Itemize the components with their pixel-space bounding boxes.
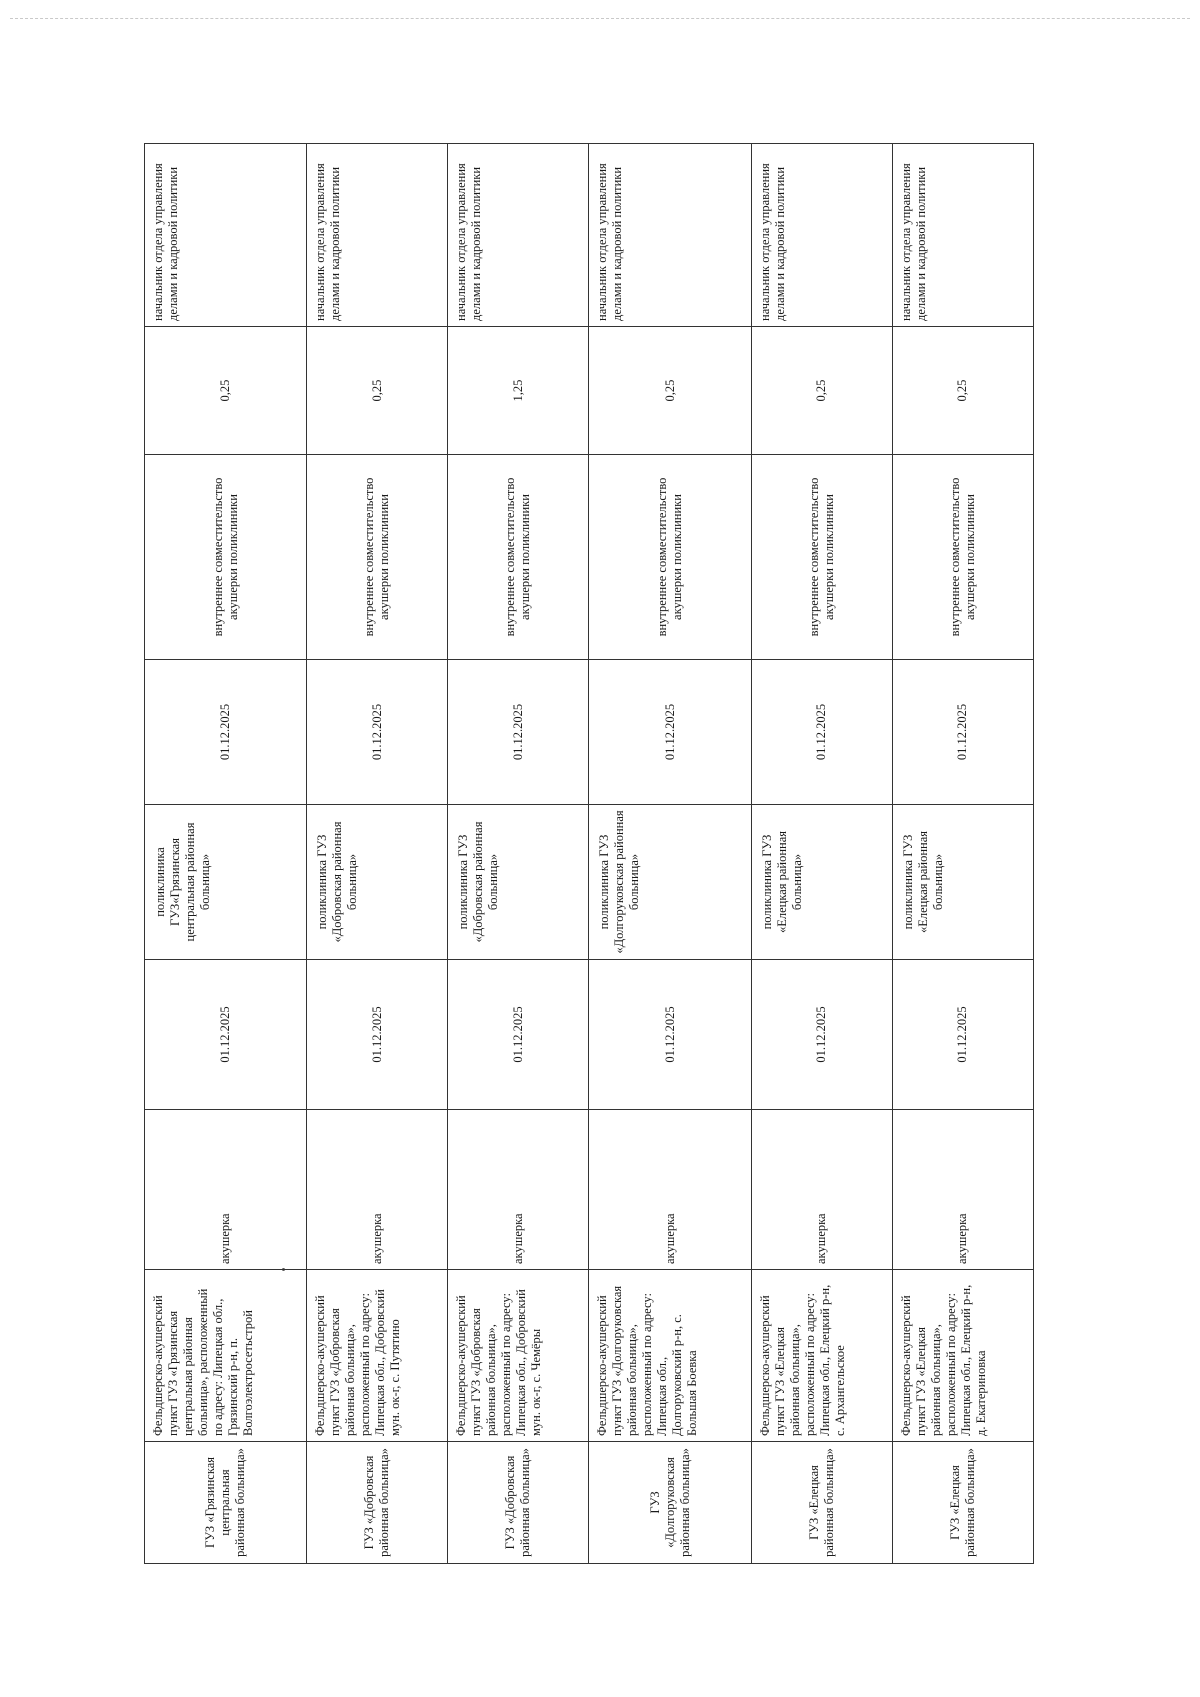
responsible-cell: начальник отдела управления делами и кадровой политики bbox=[307, 144, 448, 327]
address-cell: Фельдшерско-акушерский пункт ГУЗ «Елецкая районная больница», расположенный по адресу: Липецкая обл., Елецкий р-н, д. Екатериновка bbox=[892, 1270, 1033, 1442]
organization-cell: ГУЗ «Грязинская центральная районная больница» bbox=[145, 1442, 307, 1564]
vacancy-table bbox=[144, 143, 1034, 1564]
date-from-cell: 01.12.2025 bbox=[448, 960, 589, 1110]
unit-cell: поликлиника ГУЗ «Елецкая районная больница» bbox=[892, 805, 1033, 960]
organization-cell: ГУЗ «Долгоруковская районная больница» bbox=[589, 1442, 751, 1564]
date-from-cell: 01.12.2025 bbox=[751, 960, 892, 1110]
responsible-cell: начальник отдела управления делами и кадровой политики bbox=[448, 144, 589, 327]
table-row bbox=[751, 144, 892, 1564]
work-type-cell: внутреннее совместительство акушерки поликлиники bbox=[751, 455, 892, 660]
date-from-cell: 01.12.2025 bbox=[589, 960, 751, 1110]
work-type-cell: внутреннее совместительство акушерки поликлиники bbox=[307, 455, 448, 660]
responsible-cell: начальник отдела управления делами и кадровой политики bbox=[751, 144, 892, 327]
table-row bbox=[892, 144, 1033, 1564]
organization-cell: ГУЗ «Елецкая районная больница» bbox=[892, 1442, 1033, 1564]
date-from-cell: 01.12.2025 bbox=[307, 960, 448, 1110]
rate-cell: 0,25 bbox=[892, 327, 1033, 455]
scan-edge-line bbox=[10, 18, 1190, 19]
date-from-cell: 01.12.2025 bbox=[892, 960, 1033, 1110]
rate-cell: 0,25 bbox=[751, 327, 892, 455]
organization-cell: ГУЗ «Добровская районная больница» bbox=[448, 1442, 589, 1564]
responsible-cell: начальник отдела управления делами и кадровой политики bbox=[145, 144, 307, 327]
table-row bbox=[589, 144, 751, 1564]
work-type-cell: внутреннее совместительство акушерки поликлиники bbox=[448, 455, 589, 660]
table-row bbox=[145, 144, 307, 1564]
unit-cell: поликлиника ГУЗ «Елецкая районная больница» bbox=[751, 805, 892, 960]
table-row bbox=[448, 144, 589, 1564]
work-type-cell: внутреннее совместительство акушерки поликлиники bbox=[892, 455, 1033, 660]
rate-cell: 1,25 bbox=[448, 327, 589, 455]
unit-cell: поликлиника ГУЗ«Грязинская центральная районная больница» bbox=[145, 805, 307, 960]
date-to-cell: 01.12.2025 bbox=[145, 660, 307, 805]
date-to-cell: 01.12.2025 bbox=[892, 660, 1033, 805]
rotated-table-container bbox=[144, 144, 1034, 1564]
table-body bbox=[145, 144, 1034, 1564]
table-row bbox=[307, 144, 448, 1564]
position-cell: акушерка bbox=[448, 1110, 589, 1270]
unit-cell: поликлиника ГУЗ «Добровская районная больница» bbox=[448, 805, 589, 960]
date-to-cell: 01.12.2025 bbox=[448, 660, 589, 805]
rate-cell: 0,25 bbox=[145, 327, 307, 455]
date-from-cell: 01.12.2025 bbox=[145, 960, 307, 1110]
organization-cell: ГУЗ «Елецкая районная больница» bbox=[751, 1442, 892, 1564]
work-type-cell: внутреннее совместительство акушерки поликлиники bbox=[589, 455, 751, 660]
date-to-cell: 01.12.2025 bbox=[751, 660, 892, 805]
position-cell: акушерка bbox=[145, 1110, 307, 1270]
position-cell: акушерка bbox=[589, 1110, 751, 1270]
rate-cell: 0,25 bbox=[307, 327, 448, 455]
position-cell: акушерка bbox=[892, 1110, 1033, 1270]
address-cell: Фельдшерско-акушерский пункт ГУЗ «Добровская районная больница», расположенный по адресу: Липецкая обл., Добровский мун. ок-г, с. Чемёры bbox=[448, 1270, 589, 1442]
organization-cell: ГУЗ «Добровская районная больница» bbox=[307, 1442, 448, 1564]
rate-cell: 0,25 bbox=[589, 327, 751, 455]
date-to-cell: 01.12.2025 bbox=[589, 660, 751, 805]
date-to-cell: 01.12.2025 bbox=[307, 660, 448, 805]
position-cell: акушерка bbox=[751, 1110, 892, 1270]
address-cell: Фельдшерско-акушерский пункт ГУЗ «Елецкая районная больница», расположенный по адресу: Липецкая обл., Елецкий р-н, с. Архангельское bbox=[751, 1270, 892, 1442]
position-cell: акушерка bbox=[307, 1110, 448, 1270]
responsible-cell: начальник отдела управления делами и кадровой политики bbox=[589, 144, 751, 327]
address-cell: Фельдшерско-акушерский пункт ГУЗ «Долгоруковская районная больница», расположенный по адресу: Липецкая обл., Долгоруковский р-н, с. Большая Боевка bbox=[589, 1270, 751, 1442]
responsible-cell: начальник отдела управления делами и кадровой политики bbox=[892, 144, 1033, 327]
unit-cell: поликлиника ГУЗ «Добровская районная больница» bbox=[307, 805, 448, 960]
unit-cell: поликлиника ГУЗ «Долгоруковская районная больница» bbox=[589, 805, 751, 960]
address-cell: Фельдшерско-акушерский пункт ГУЗ «Грязинская центральная районная больница», расположенный по адресу: Липецкая обл., Грязинский р-н, п. Волгоэлектросетьстрой bbox=[145, 1270, 307, 1442]
address-cell: Фельдшерско-акушерский пункт ГУЗ «Добровская районная больница», расположенный по адресу: Липецкая обл., Добровский мун. ок-г, с. Путятино bbox=[307, 1270, 448, 1442]
work-type-cell: внутреннее совместительство акушерки поликлиники bbox=[145, 455, 307, 660]
